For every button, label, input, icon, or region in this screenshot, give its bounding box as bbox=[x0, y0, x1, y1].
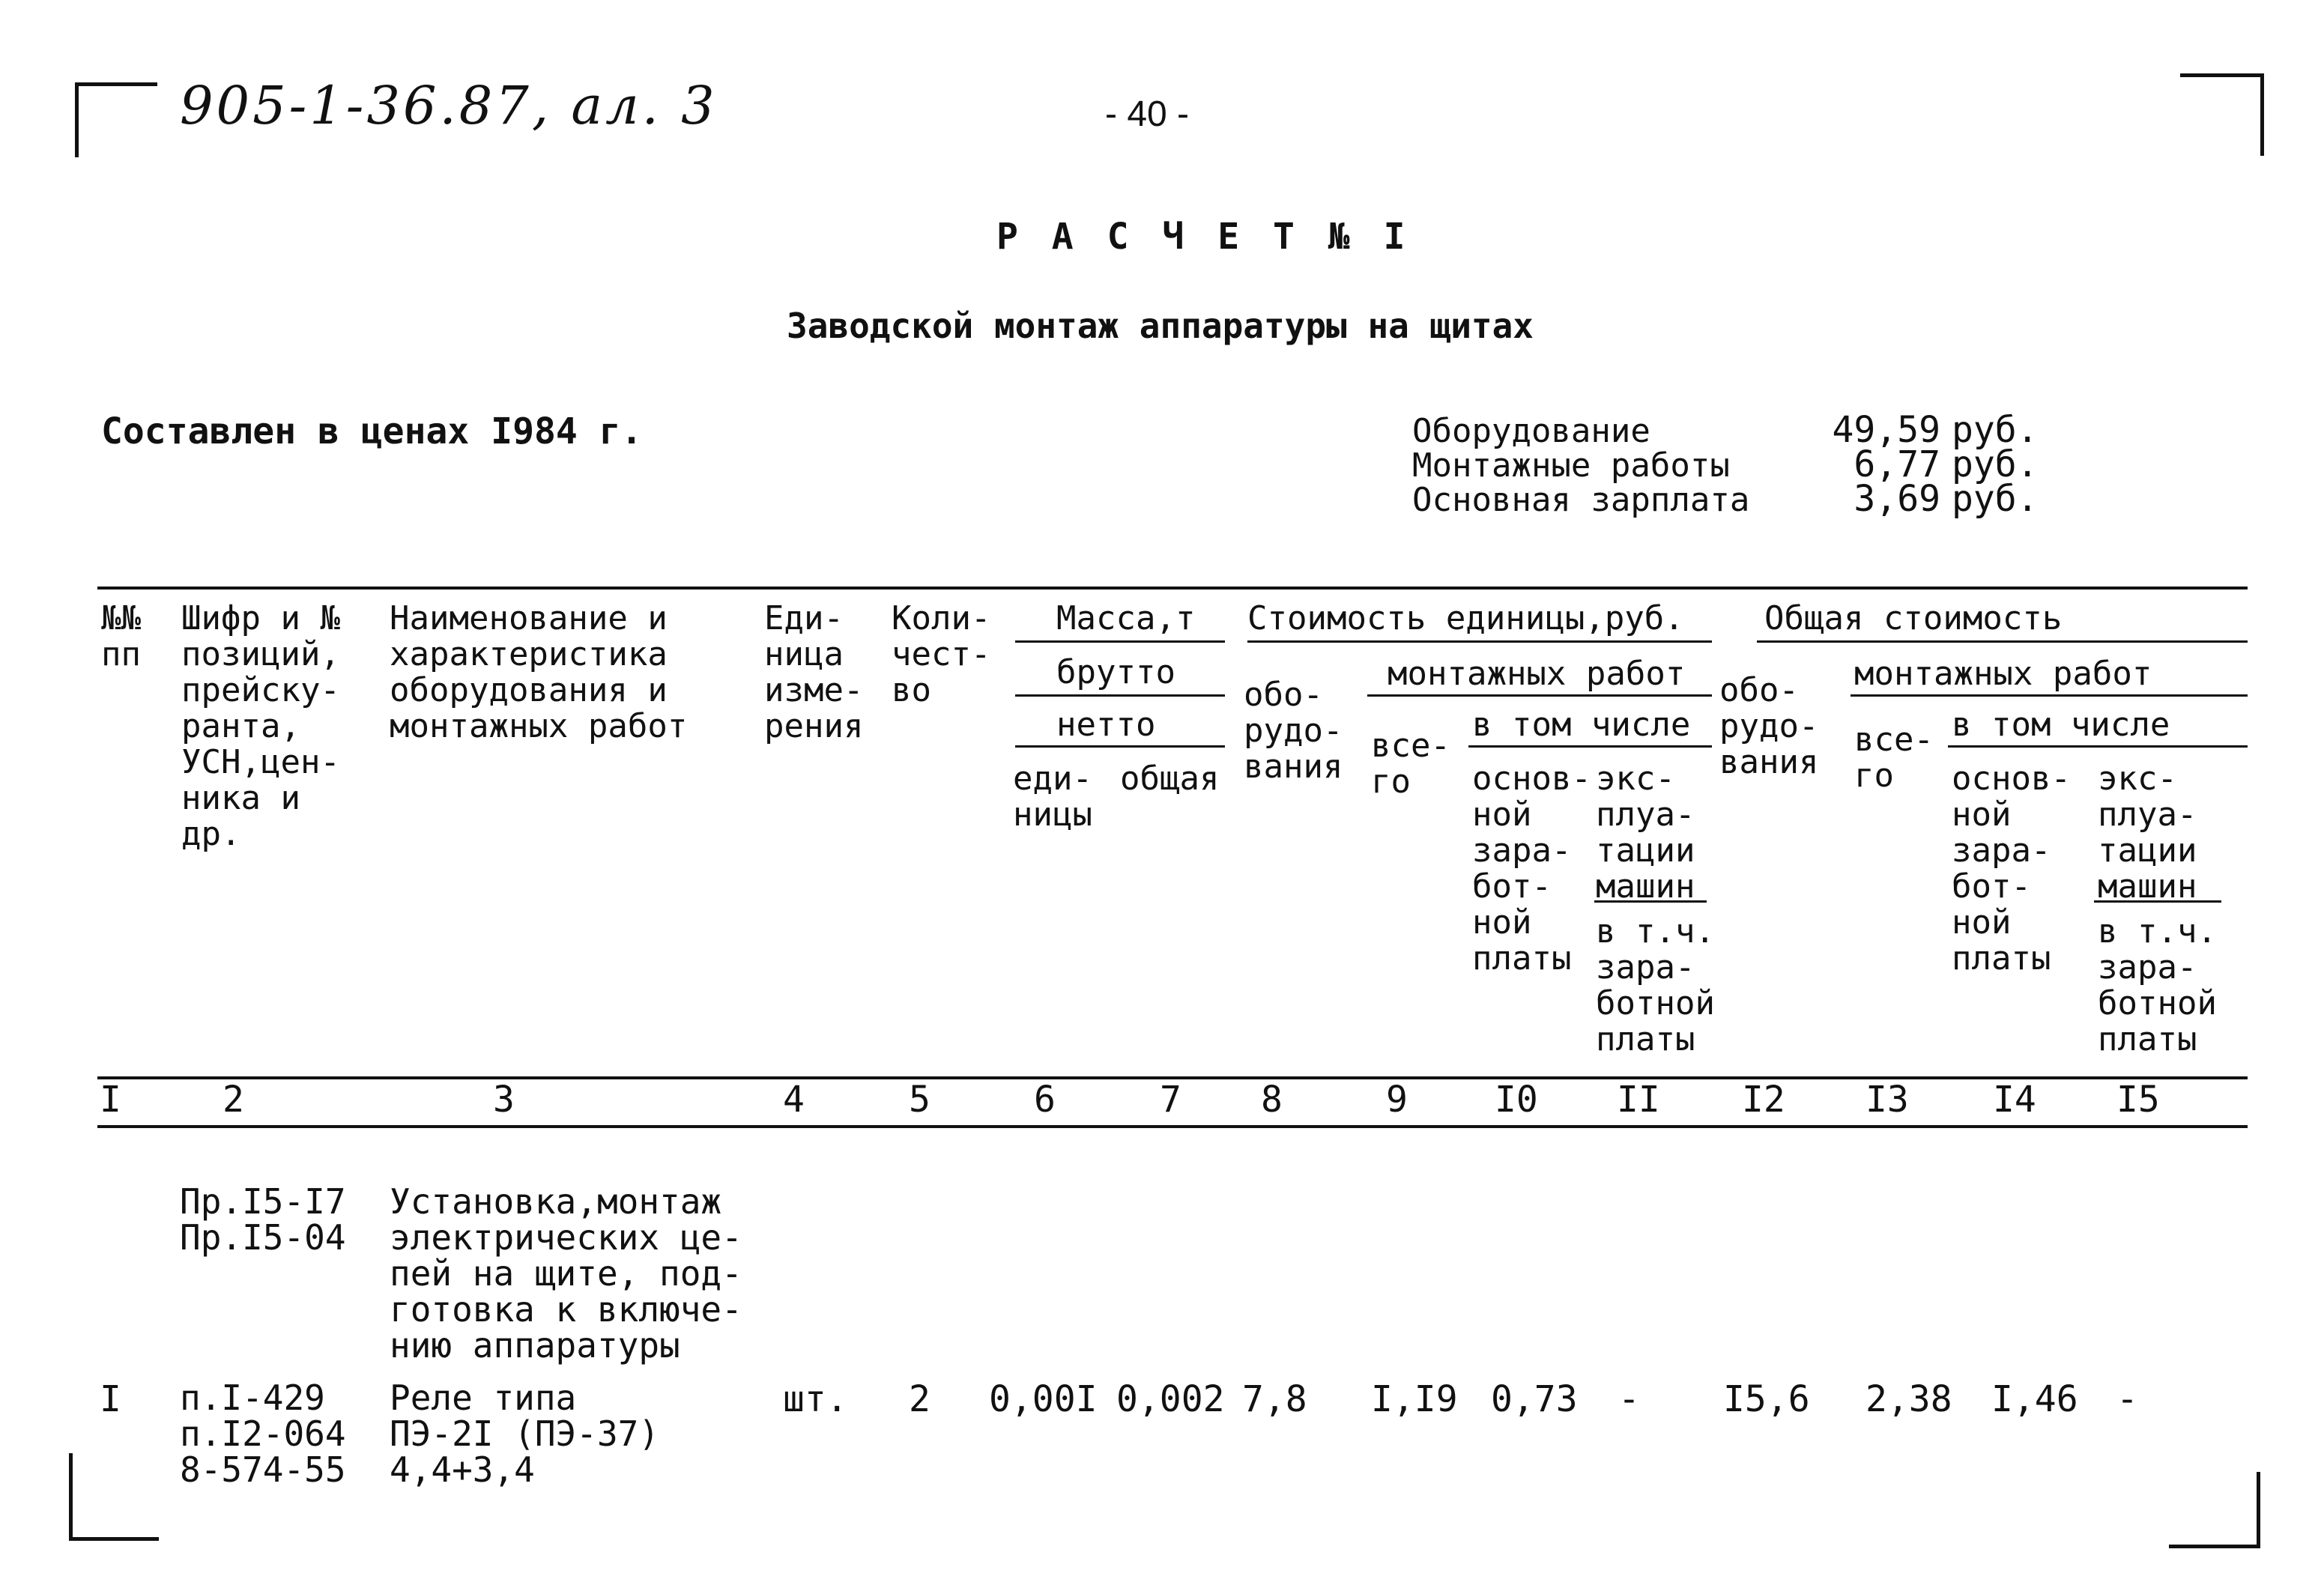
header-mass: Масса,т bbox=[1056, 599, 1196, 637]
row-number: I bbox=[100, 1378, 121, 1420]
header-unit-machines: экс- плуа- тации машин bbox=[1596, 760, 1695, 906]
summary-unit-install: руб. bbox=[1952, 443, 2039, 485]
column-number: I0 bbox=[1495, 1079, 1538, 1121]
row-total-install: 2,38 bbox=[1865, 1378, 1952, 1420]
summary-value-equipment: 49,59 bbox=[1832, 409, 1940, 451]
row-quantity: 2 bbox=[909, 1378, 930, 1420]
column-number: I bbox=[100, 1079, 121, 1121]
header-brutto: брутто bbox=[1056, 653, 1175, 691]
header-total-including: в том числе bbox=[1952, 706, 2170, 744]
row-equipment-cost: 7,8 bbox=[1242, 1378, 1307, 1420]
summary-value-install: 6,77 bbox=[1854, 443, 1940, 485]
column-number: 6 bbox=[1034, 1079, 1056, 1121]
header-mass-unit: еди- ницы bbox=[1013, 760, 1092, 834]
total-install-rule bbox=[1851, 694, 2248, 697]
column-number: I3 bbox=[1865, 1079, 1909, 1121]
column-number: 9 bbox=[1386, 1079, 1408, 1121]
header-unit-base-wage: основ- ной зара- бот- ной платы bbox=[1472, 760, 1591, 978]
header-col-unit: Еди- ница изме- рения bbox=[764, 599, 864, 745]
column-number: 2 bbox=[223, 1079, 244, 1121]
header-total-cost: Общая стоимость bbox=[1764, 599, 2063, 637]
table-top-rule bbox=[97, 587, 2248, 590]
header-unit-incl-wage: в т.ч. зара- ботной платы bbox=[1596, 912, 1715, 1058]
corner-bracket-bottom-left-h bbox=[69, 1537, 159, 1541]
header-total-install-total: все- го bbox=[1854, 721, 1934, 795]
summary-unit-wage: руб. bbox=[1952, 478, 2039, 520]
column-number: 7 bbox=[1160, 1079, 1181, 1121]
header-unit-equipment: обо- рудо- вания bbox=[1244, 676, 1343, 786]
corner-bracket-bottom-right-h bbox=[2169, 1545, 2260, 1548]
page-number: - 40 - bbox=[1105, 94, 1190, 134]
column-number-rule bbox=[97, 1125, 2248, 1128]
row-install-total: I,I9 bbox=[1371, 1378, 1458, 1420]
netto-rule bbox=[1015, 745, 1225, 748]
row-total-equipment: I5,6 bbox=[1723, 1378, 1810, 1420]
row-total-base-wage: I,46 bbox=[1991, 1378, 2078, 1420]
header-netto: нетто bbox=[1056, 706, 1156, 744]
corner-bracket-top-right-h bbox=[2180, 73, 2264, 77]
summary-value-wage: 3,69 bbox=[1854, 478, 1940, 520]
section-description: Установка,монтаж электрических це- пей на щите, под- готовка к включе- нию аппаратуры bbox=[390, 1181, 742, 1366]
corner-bracket-bottom-right-v bbox=[2257, 1472, 2260, 1547]
column-number: I5 bbox=[2116, 1079, 2160, 1121]
price-basis: Составлен в ценах I984 г. bbox=[101, 410, 643, 452]
header-unit-cost: Стоимость единицы,руб. bbox=[1247, 599, 1684, 637]
corner-bracket-top-right-v bbox=[2260, 73, 2264, 156]
header-col-name: Наименование и характеристика оборудования и монтажных работ bbox=[390, 599, 688, 745]
row-total-machines: - bbox=[2116, 1378, 2138, 1420]
row-mass-total: 0,002 bbox=[1116, 1378, 1225, 1420]
column-number: 4 bbox=[783, 1079, 805, 1121]
header-col-quantity: Коли- чест- во bbox=[892, 599, 991, 709]
header-total-install-works: монтажных работ bbox=[1854, 655, 2152, 693]
summary-unit-equipment: руб. bbox=[1952, 409, 2039, 451]
total-cost-rule bbox=[1757, 640, 2248, 643]
header-total-incl-wage: в т.ч. зара- ботной платы bbox=[2098, 912, 2217, 1058]
header-total-base-wage: основ- ной зара- бот- ной платы bbox=[1952, 760, 2071, 978]
column-number: II bbox=[1617, 1079, 1660, 1121]
mass-rule bbox=[1015, 640, 1225, 643]
column-number: I4 bbox=[1993, 1079, 2036, 1121]
header-total-equipment: обо- рудо- вания bbox=[1719, 671, 1819, 781]
summary-label-wage: Основная зарплата bbox=[1412, 481, 1750, 519]
document-subtitle: Заводской монтаж аппаратуры на щитах bbox=[787, 306, 1534, 346]
document-title: Р А С Ч Е Т № I bbox=[996, 216, 1411, 258]
total-including-rule bbox=[1948, 745, 2248, 748]
column-number: 5 bbox=[909, 1079, 930, 1121]
row-codes: п.I-429 п.I2-064 8-574-55 bbox=[180, 1378, 346, 1490]
header-unit-install-works: монтажных работ bbox=[1388, 655, 1686, 693]
row-mass-unit: 0,00I bbox=[989, 1378, 1098, 1420]
header-col-number: №№ пп bbox=[101, 599, 141, 673]
header-unit-install-total: все- го bbox=[1371, 727, 1450, 801]
row-unit: шт. bbox=[783, 1378, 848, 1420]
row-machines: - bbox=[1618, 1378, 1640, 1420]
summary-label-install: Монтажные работы bbox=[1412, 446, 1730, 485]
column-number: I2 bbox=[1742, 1079, 1785, 1121]
handwritten-document-code: 905-1-36.87, ал. 3 bbox=[180, 75, 718, 136]
unit-cost-rule bbox=[1247, 640, 1712, 643]
unit-including-rule bbox=[1468, 745, 1712, 748]
header-mass-total: общая bbox=[1120, 760, 1220, 798]
header-unit-including: в том числе bbox=[1472, 706, 1691, 744]
corner-bracket-top-left-v bbox=[75, 82, 79, 157]
corner-bracket-top-left-h bbox=[75, 82, 157, 86]
row-name: Реле типа ПЭ-2I (ПЭ-37) 4,4+3,4 bbox=[390, 1378, 660, 1490]
header-total-machines: экс- плуа- тации машин bbox=[2098, 760, 2197, 906]
column-number: 3 bbox=[493, 1079, 515, 1121]
row-base-wage: 0,73 bbox=[1491, 1378, 1578, 1420]
header-col-code: Шифр и № позиций, прейску- ранта, УСН,цен- ника и др. bbox=[181, 599, 340, 853]
section-codes: Пр.I5-I7 Пр.I5-04 bbox=[180, 1181, 346, 1258]
brutto-rule bbox=[1015, 694, 1225, 697]
summary-label-equipment: Оборудование bbox=[1412, 412, 1650, 450]
column-number: 8 bbox=[1261, 1079, 1283, 1121]
corner-bracket-bottom-left-v bbox=[69, 1453, 73, 1539]
unit-install-rule bbox=[1367, 694, 1712, 697]
